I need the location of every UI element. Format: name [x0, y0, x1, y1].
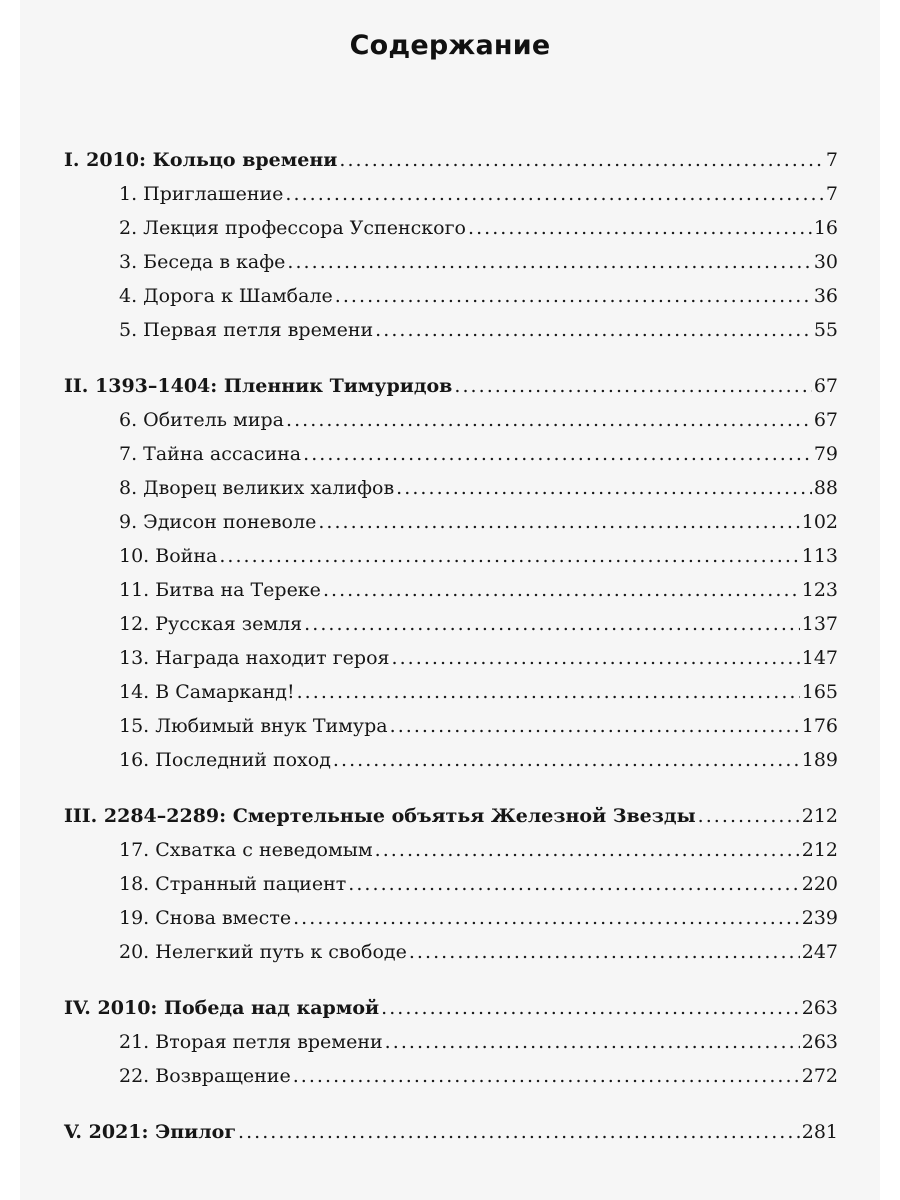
- dot-leader: [375, 313, 812, 347]
- toc-part-section: [64, 799, 838, 969]
- dot-leader: [297, 675, 800, 709]
- page-number: 137: [801, 613, 838, 635]
- toc-chapter-entry: [64, 935, 838, 969]
- page-number: 165: [801, 681, 838, 703]
- dot-leader: [348, 867, 799, 901]
- dot-leader: [333, 743, 800, 777]
- page-number: 263: [801, 1031, 838, 1053]
- dot-leader: [286, 403, 812, 437]
- page-title: Содержание: [349, 30, 551, 61]
- page-number: 147: [801, 647, 838, 669]
- toc-chapter-entry: [64, 279, 838, 313]
- toc-chapter-entry: [64, 901, 838, 935]
- chapter-title: 11. Битва на Тереке: [119, 579, 321, 601]
- dot-leader: [390, 709, 800, 743]
- chapter-title: 15. Любимый внук Тимура: [119, 715, 388, 737]
- dot-leader: [293, 1059, 800, 1093]
- dot-leader: [381, 991, 800, 1025]
- page-number: 79: [813, 443, 838, 465]
- chapter-title: 6. Обитель мира: [119, 409, 284, 431]
- toc-chapter-entry: [64, 833, 838, 867]
- toc-chapter-entry: [64, 245, 838, 279]
- dot-leader: [396, 471, 812, 505]
- page-number: 7: [825, 149, 838, 171]
- dot-leader: [468, 211, 812, 245]
- chapter-title: 12. Русская земля: [119, 613, 303, 635]
- page-number: 263: [801, 997, 838, 1019]
- toc-chapter-entry: [64, 1059, 838, 1093]
- chapter-title: 7. Тайна ассасина: [119, 443, 302, 465]
- chapter-title: 19. Снова вместе: [119, 907, 292, 929]
- toc-part-entry: [64, 143, 838, 177]
- dot-leader: [385, 1025, 800, 1059]
- toc-part-entry: [64, 799, 838, 833]
- toc-chapter-entry: [64, 539, 838, 573]
- page-number: 55: [813, 319, 838, 341]
- part-title: I. 2010: Кольцо времени: [64, 149, 338, 171]
- page-number: 220: [801, 873, 838, 895]
- page-number: 272: [801, 1065, 838, 1087]
- chapter-title: 3. Беседа в кафе: [119, 251, 286, 273]
- toc-part-section: [64, 991, 838, 1093]
- page-number: 88: [813, 477, 838, 499]
- toc-chapter-entry: [64, 1025, 838, 1059]
- toc-chapter-entry: [64, 743, 838, 777]
- chapter-title: 21. Вторая петля времени: [119, 1031, 383, 1053]
- dot-leader: [409, 935, 800, 969]
- toc-part-section: [64, 143, 838, 347]
- dot-leader: [304, 607, 800, 641]
- toc-chapter-entry: [64, 675, 838, 709]
- dot-leader: [392, 641, 800, 675]
- toc-chapter-entry: [64, 607, 838, 641]
- toc-part-entry: [64, 991, 838, 1025]
- dot-leader: [293, 901, 800, 935]
- page-number: 67: [813, 375, 838, 397]
- toc-part-section: [64, 1115, 838, 1149]
- toc-part-entry: [64, 369, 838, 403]
- page-number: 102: [801, 511, 838, 533]
- dot-leader: [219, 539, 799, 573]
- toc-chapter-entry: [64, 867, 838, 901]
- dot-leader: [375, 833, 800, 867]
- page-number: 212: [801, 805, 838, 827]
- toc-chapter-entry: [64, 709, 838, 743]
- chapter-title: 8. Дворец великих халифов: [119, 477, 395, 499]
- dot-leader: [454, 369, 811, 403]
- dot-leader: [303, 437, 812, 471]
- chapter-title: 1. Приглашение: [119, 183, 284, 205]
- chapter-title: 4. Дорога к Шамбале: [119, 285, 333, 307]
- chapter-title: 2. Лекция профессора Успенского: [119, 217, 466, 239]
- chapter-title: 10. Война: [119, 545, 218, 567]
- page-number: 36: [813, 285, 838, 307]
- page-number: 16: [813, 217, 838, 239]
- toc-chapter-entry: [64, 471, 838, 505]
- toc-chapter-entry: [64, 505, 838, 539]
- part-title: III. 2284–2289: Смертельные объятья Железной Звезды: [64, 805, 696, 827]
- page-number: 212: [801, 839, 838, 861]
- chapter-title: 22. Возвращение: [119, 1065, 291, 1087]
- page-number: 176: [801, 715, 838, 737]
- dot-leader: [287, 245, 811, 279]
- dot-leader: [698, 799, 800, 833]
- chapter-title: 17. Схватка с неведомым: [119, 839, 373, 861]
- part-title: II. 1393–1404: Пленник Тимуридов: [64, 375, 453, 397]
- dot-leader: [339, 143, 824, 177]
- toc-chapter-entry: [64, 211, 838, 245]
- chapter-title: 20. Нелегкий путь к свободе: [119, 941, 407, 963]
- page-number: 67: [813, 409, 838, 431]
- chapter-title: 18. Странный пациент: [119, 873, 347, 895]
- toc-chapter-entry: [64, 641, 838, 675]
- toc-chapter-entry: [64, 573, 838, 607]
- page-number: 123: [801, 579, 838, 601]
- chapter-title: 16. Последний поход: [119, 749, 331, 771]
- toc-chapter-entry: [64, 177, 838, 211]
- page-number: 239: [801, 907, 838, 929]
- chapter-title: 9. Эдисон поневоле: [119, 511, 317, 533]
- chapter-title: 5. Первая петля времени: [119, 319, 374, 341]
- page-number: 247: [801, 941, 838, 963]
- page-number: 7: [825, 183, 838, 205]
- table-of-contents: [64, 143, 838, 1171]
- page-number: 189: [801, 749, 838, 771]
- page-number: 281: [801, 1121, 838, 1143]
- chapter-title: 14. В Самарканд!: [119, 681, 295, 703]
- chapter-title: 13. Награда находит героя: [119, 647, 390, 669]
- part-title: IV. 2010: Победа над кармой: [64, 997, 380, 1019]
- page-number: 113: [801, 545, 838, 567]
- dot-leader: [335, 279, 812, 313]
- dot-leader: [238, 1115, 800, 1149]
- part-title: V. 2021: Эпилог: [64, 1121, 236, 1143]
- toc-chapter-entry: [64, 403, 838, 437]
- page-number: 30: [813, 251, 838, 273]
- dot-leader: [323, 573, 800, 607]
- dot-leader: [285, 177, 824, 211]
- toc-chapter-entry: [64, 437, 838, 471]
- toc-chapter-entry: [64, 313, 838, 347]
- toc-part-entry: [64, 1115, 838, 1149]
- dot-leader: [318, 505, 799, 539]
- toc-part-section: [64, 369, 838, 777]
